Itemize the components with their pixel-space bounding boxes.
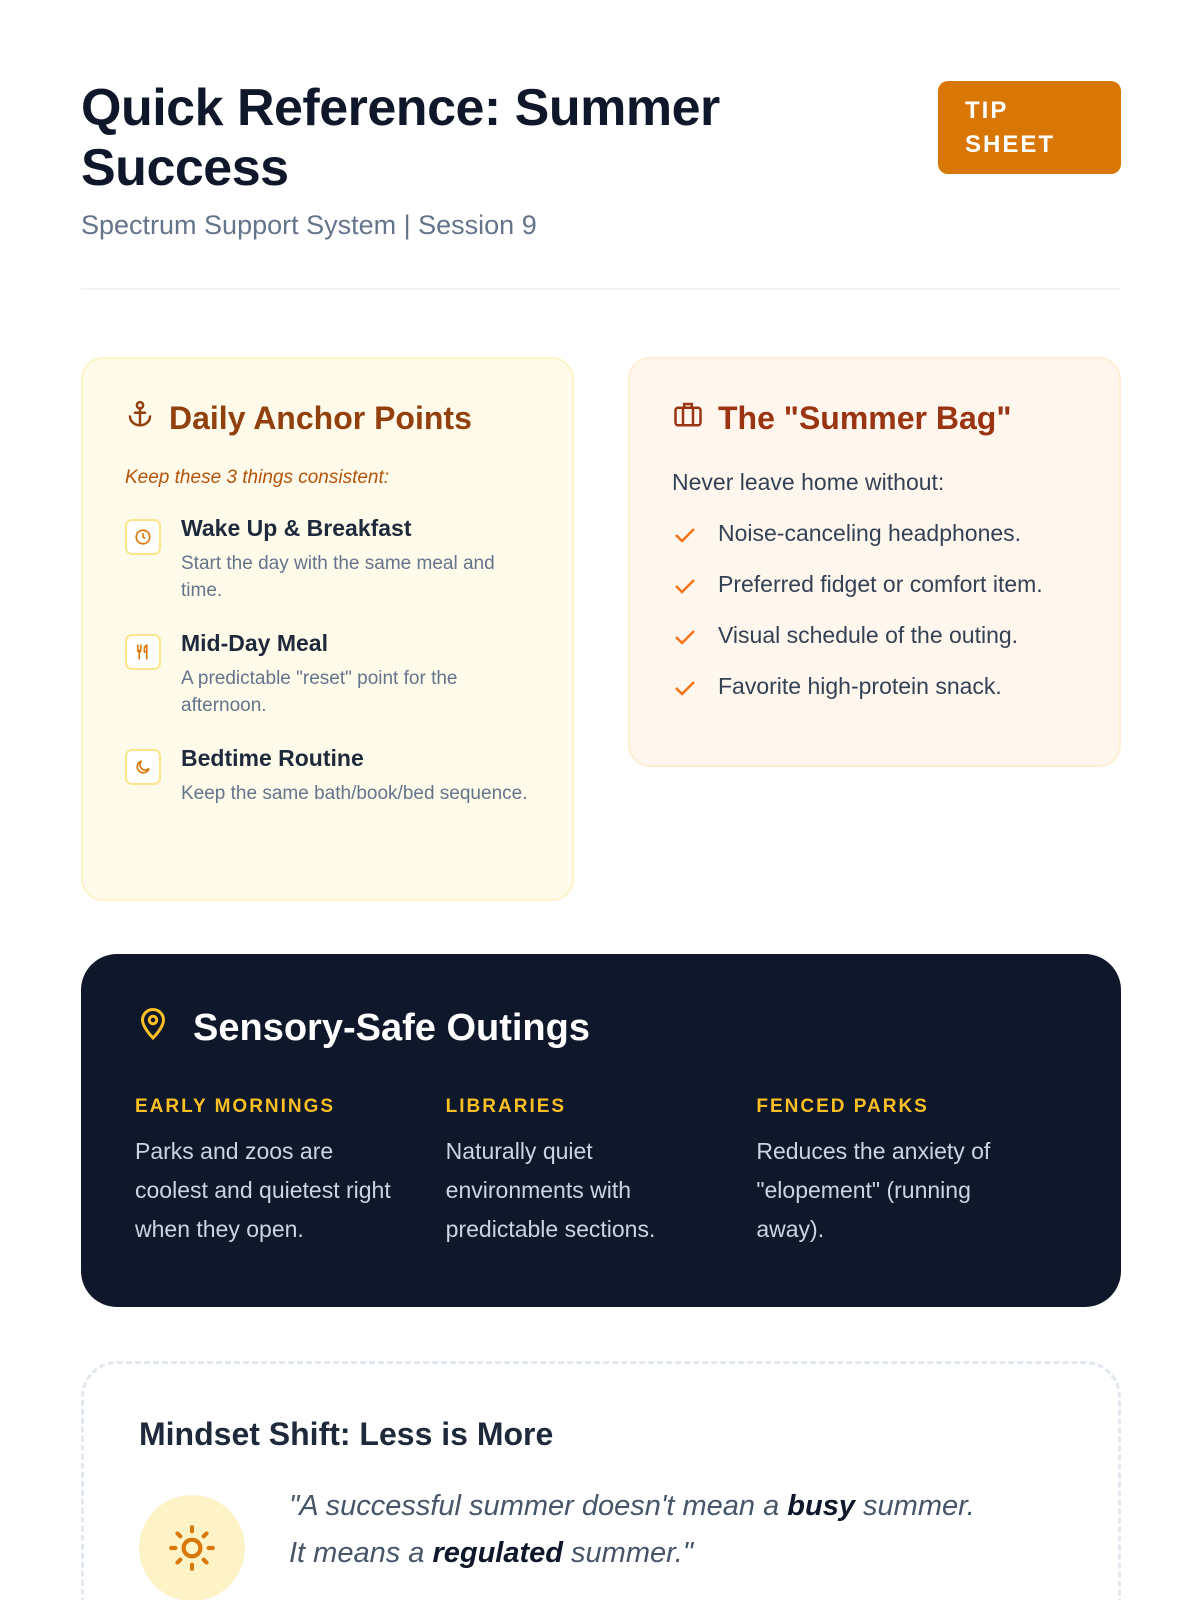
outing-column	[446, 1096, 757, 1249]
tip-sheet-badge: TIP SHEET	[938, 81, 1121, 174]
outing-heading: LIBRARIES	[445, 1096, 567, 1117]
section-title: Mindset Shift: Less is More	[139, 1416, 554, 1452]
anchor-desc: Start the day with the same meal and time.	[181, 553, 495, 601]
card-title: Daily Anchor Points	[169, 399, 472, 436]
section-title: Sensory-Safe Outings	[193, 1006, 590, 1049]
header	[81, 78, 1121, 290]
anchor-title: Mid-Day Meal	[181, 630, 328, 656]
anchor-item	[125, 630, 530, 719]
outing-text: Parks and zoos are coolest and quietest right when they open.	[135, 1138, 391, 1242]
checklist-text: Noise-canceling headphones.	[718, 520, 1022, 546]
outing-text: Reduces the anxiety of "elopement" (running away).	[756, 1138, 991, 1242]
page-subtitle: Spectrum Support System | Session 9	[81, 210, 537, 240]
mindset-section	[81, 1361, 1121, 1600]
utensils-icon	[125, 634, 161, 670]
checklist-text: Visual schedule of the outing.	[718, 622, 1019, 648]
outing-column	[756, 1096, 1067, 1249]
checklist-text: Preferred fidget or comfort item.	[718, 571, 1043, 597]
check-icon	[672, 575, 698, 595]
luggage-icon	[672, 399, 704, 437]
check-icon	[672, 524, 698, 544]
anchor-title: Bedtime Routine	[181, 745, 364, 771]
checklist-item	[672, 622, 1077, 649]
page-title: Quick Reference: Summer Success	[81, 79, 720, 197]
checklist-text: Favorite high-protein snack.	[718, 673, 1002, 699]
anchor-desc: A predictable "reset" point for the afternoon.	[181, 668, 458, 716]
card-intro: Keep these 3 things consistent:	[125, 467, 390, 488]
outing-column	[135, 1096, 446, 1249]
moon-icon	[125, 749, 161, 785]
anchor-desc: Keep the same bath/book/bed sequence.	[181, 783, 528, 804]
map-pin-icon	[135, 1004, 171, 1052]
anchor-item	[125, 745, 530, 807]
checklist-item	[672, 673, 1077, 700]
anchor-title: Wake Up & Breakfast	[181, 515, 412, 541]
card-title: The "Summer Bag"	[718, 399, 1012, 436]
sensory-outings-section	[81, 954, 1121, 1307]
outing-heading: EARLY MORNINGS	[135, 1096, 336, 1117]
card-intro: Never leave home without:	[672, 469, 945, 495]
checklist-item	[672, 520, 1077, 547]
anchor-item	[125, 515, 530, 604]
summer-bag-card	[628, 357, 1121, 767]
checklist-item	[672, 571, 1077, 598]
check-icon	[672, 626, 698, 646]
mindset-quote: "A successful summer doesn't mean a busy summer. It means a regulated summer."	[289, 1490, 975, 1569]
daily-anchor-card	[81, 357, 574, 901]
outing-heading: FENCED PARKS	[756, 1096, 929, 1117]
sun-icon	[139, 1495, 245, 1600]
anchor-icon	[125, 399, 155, 437]
check-icon	[672, 677, 698, 697]
clock-icon	[125, 519, 161, 555]
outing-text: Naturally quiet environments with predictable sections.	[445, 1138, 656, 1242]
